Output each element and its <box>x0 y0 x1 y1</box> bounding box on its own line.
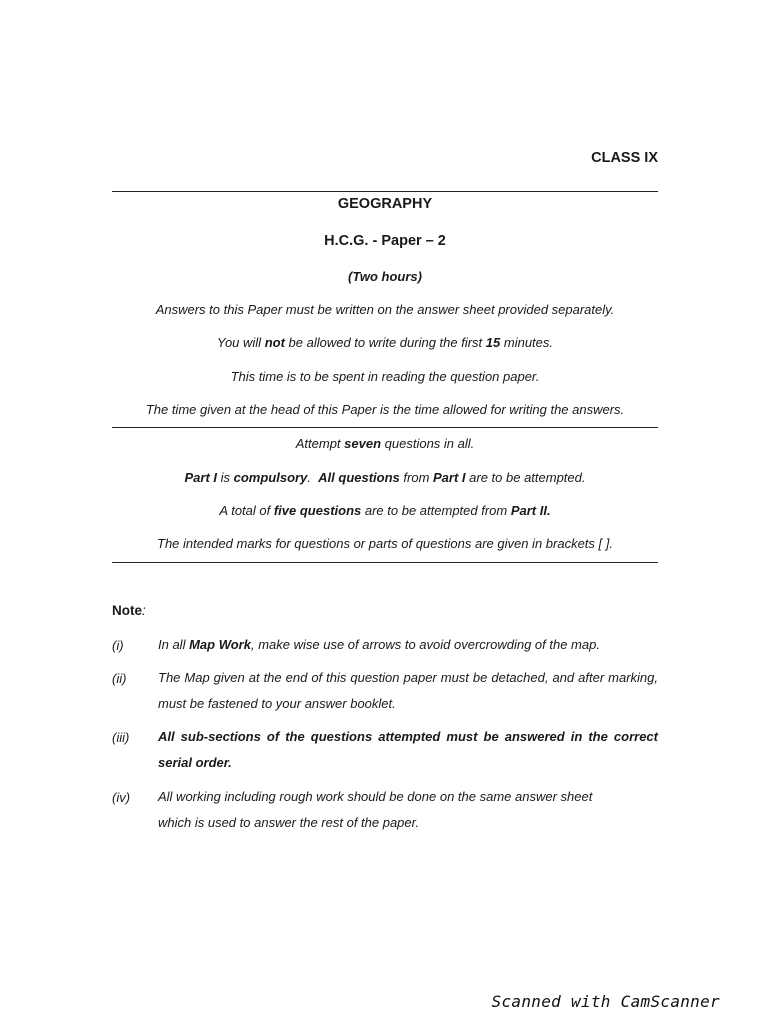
rule-line-4: The intended marks for questions or parts of questions are given in brackets [ ]. <box>157 536 613 551</box>
paper-title: H.C.G. - Paper – 2 <box>324 233 446 249</box>
rule-line-2: Part I is compulsory. All questions from Part I are to be attempted. <box>184 470 586 485</box>
note-number: (i) <box>112 638 124 653</box>
duration: (Two hours) <box>348 269 422 284</box>
instruction-line-1: Answers to this Paper must be written on the answer sheet provided separately. <box>155 302 615 317</box>
note-number: (ii) <box>112 671 127 686</box>
rule-line-1: Attempt seven questions in all. <box>295 436 475 451</box>
note-item-map-detach: The Map given at the end of this question paper must be detached, and after marking, must be fastened to your answer booklet. <box>158 670 658 711</box>
top-divider <box>112 191 658 192</box>
camscanner-watermark: Scanned with CamScanner <box>491 992 720 1011</box>
instruction-line-3: This time is to be spent in reading the question paper. <box>230 369 540 384</box>
note-heading: Note: <box>112 603 146 618</box>
note-item-map-work: In all Map Work, make wise use of arrows to avoid overcrowding of the map. <box>158 637 600 652</box>
middle-divider <box>112 427 658 428</box>
bottom-divider <box>112 562 658 563</box>
note-number: (iv) <box>112 790 131 805</box>
instruction-line-2: You will not be allowed to write during the first 15 minutes. <box>216 335 554 350</box>
note-item-rough-work: All working including rough work should be done on the same answer sheet which is used to answer the rest of the paper. <box>158 789 593 830</box>
note-number: (iii) <box>112 730 130 745</box>
instruction-line-4: The time given at the head of this Paper is the time allowed for writing the answers. <box>145 402 625 417</box>
note-item-serial-order: All sub-sections of the questions attempted must be answered in the correct serial order. <box>158 729 658 770</box>
class-label: CLASS IX <box>591 150 658 166</box>
subject-title: GEOGRAPHY <box>337 196 433 212</box>
rule-line-3: A total of five questions are to be attempted from Part II. <box>219 503 551 518</box>
